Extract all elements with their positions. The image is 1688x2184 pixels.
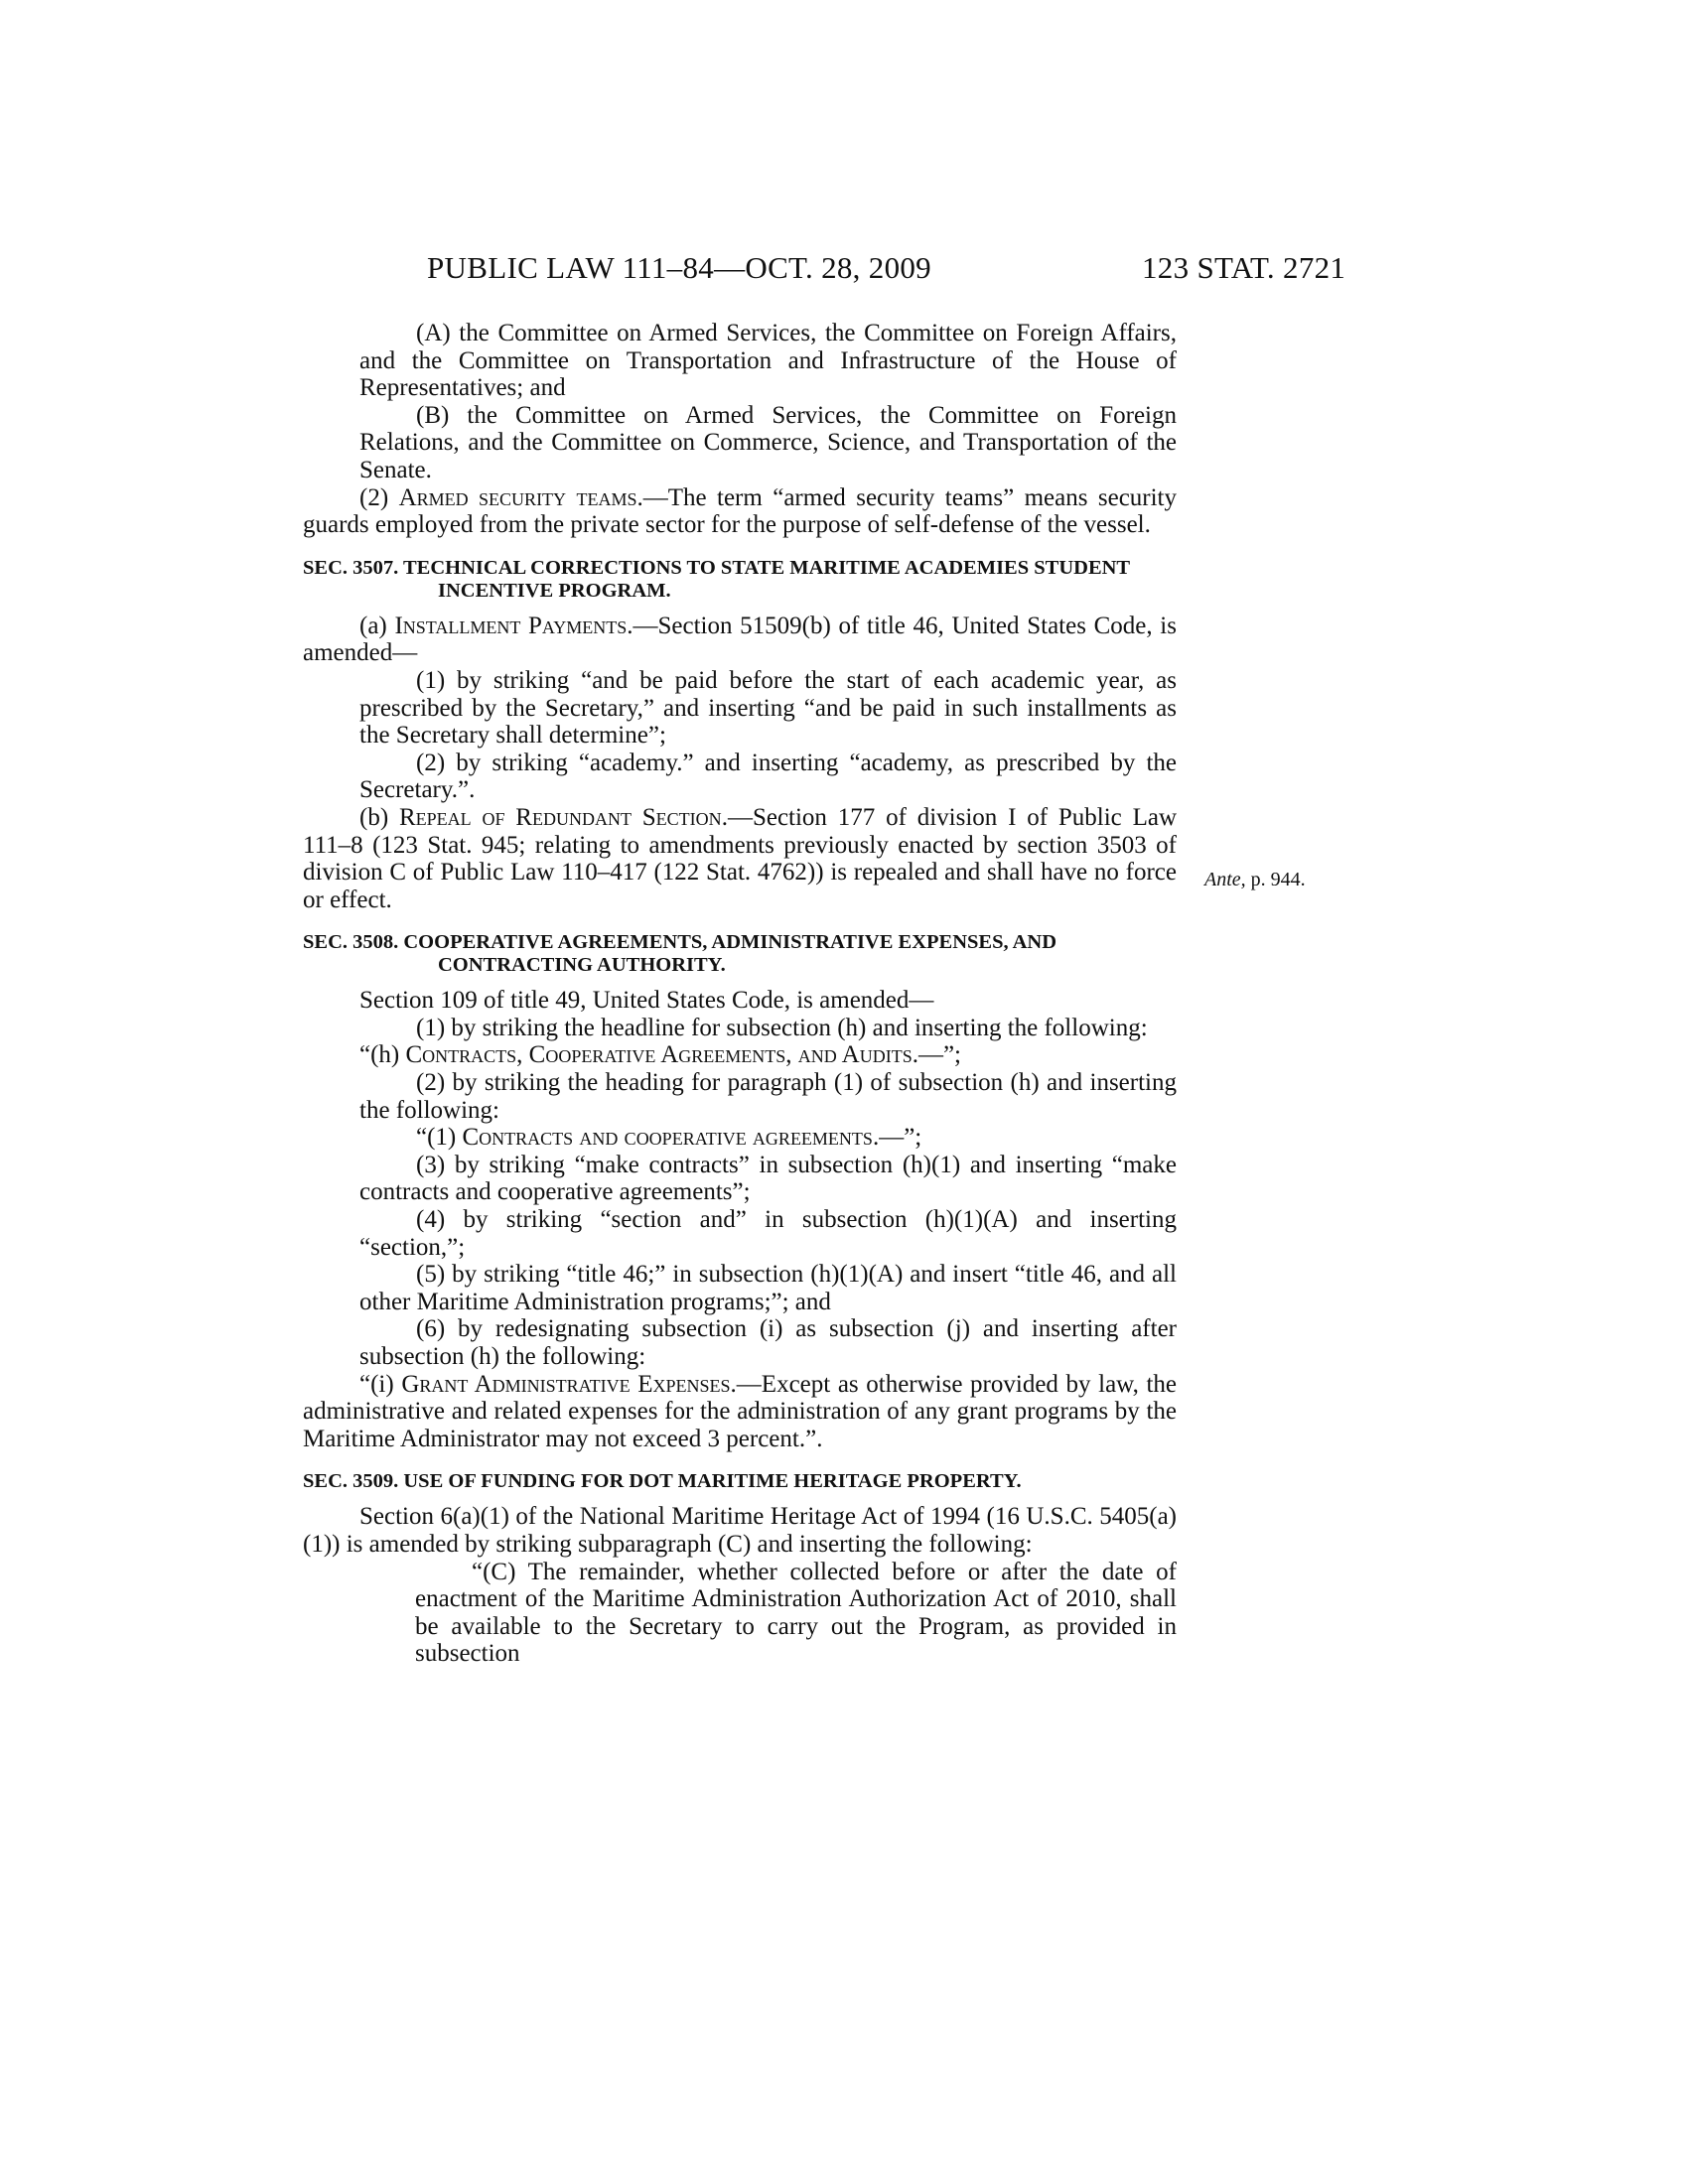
subsection-heading: Repeal of Redundant Section [398, 803, 722, 831]
quoted-subsection-h [303, 1041, 1177, 1069]
margin-note [1204, 869, 1306, 891]
paragraph-3507-a-1: (1) by striking “and be paid before the start of each academic year, as prescribed by the Secretary,” and inserting “and be paid in such installments as the Secretary shall determine”; [359, 666, 1177, 750]
paragraph-heading: Armed security teams [398, 483, 637, 511]
paragraph-3508-5: (5) by striking “title 46;” in subsection (h)(1)(A) and insert “title 46, and all other Maritime Administration programs;”; and [359, 1261, 1177, 1315]
quoted-subsection-i [303, 1371, 1177, 1453]
paragraph-3507-a-2: (2) by striking “academy.” and inserting “academy, as prescribed by the Secretary.”. [359, 749, 1177, 804]
section-3509-heading: SEC. 3509. USE OF FUNDING FOR DOT MARITIME HERITAGE PROPERTY. [303, 1470, 1022, 1493]
paragraph-a-committees: (A) the Committee on Armed Services, the Committee on Foreign Affairs, and the Committee on Transportation and Infrastructure of the House of Representatives; and [359, 320, 1177, 402]
quoted-text: .—”; [912, 1041, 961, 1069]
quoted-heading: Contracts, Cooperative Agreements, and Audits [405, 1041, 913, 1069]
quoted-text: .—”; [872, 1124, 922, 1152]
section-3508-intro: Section 109 of title 49, United States Code, is amended— [359, 987, 934, 1015]
running-header-page: 123 STAT. 2721 [1142, 250, 1346, 285]
subsection-number: (b) [359, 803, 399, 831]
quoted-number: “(h) [359, 1041, 406, 1069]
paragraph-3508-3: (3) by striking “make contracts” in subsection (h)(1) and inserting “make contracts and cooperative agreements”; [359, 1151, 1177, 1206]
quoted-heading: Contracts and cooperative agreements [462, 1124, 873, 1152]
paragraph-3508-2: (2) by striking the heading for paragraph (1) of subsection (h) and inserting the following: [359, 1069, 1177, 1124]
quoted-number: “(1) [416, 1124, 463, 1152]
section-3508-heading: SEC. 3508. COOPERATIVE AGREEMENTS, ADMINISTRATIVE EXPENSES, AND CONTRACTING AUTHORITY. [303, 931, 1057, 977]
margin-note-italic: Ante, [1204, 869, 1246, 890]
subsection-text: .—Section 177 of division I of Public Law 111–8 (123 Stat. 945; relating to amendments previously enacted by section 3503 of division C of Public Law 110–417 (122 Stat. 4762)) is repealed and shall have no force or effect. [303, 803, 1178, 913]
running-header-title: PUBLIC LAW 111–84—OCT. 28, 2009 [427, 250, 931, 285]
section-3507-heading: SEC. 3507. TECHNICAL CORRECTIONS TO STATE MARITIME ACADEMIES STUDENT INCENTIVE PROGRAM. [303, 556, 1130, 602]
paragraph-3508-1: (1) by striking the headline for subsection (h) and inserting the following: [416, 1014, 1148, 1041]
paragraph-3508-4: (4) by striking “section and” in subsection (h)(1)(A) and inserting “section,”; [359, 1206, 1177, 1261]
subsection-3507-b [303, 804, 1177, 913]
margin-note-rest: p. 944. [1245, 869, 1306, 890]
subsection-text: .—Section 51509(b) of title 46, United States Code, is amended— [303, 612, 1177, 667]
paragraph-text: .—The term “armed security teams” means security guards employed from the private sector for the purpose of self-defense of the vessel. [303, 483, 1178, 539]
paragraph-b-committees: (B) the Committee on Armed Services, the Committee on Foreign Relations, and the Committee on Commerce, Science, and Transportation of the Senate. [359, 401, 1177, 483]
paragraph-number: (2) [359, 483, 399, 511]
quoted-subparagraph-c: “(C) The remainder, whether collected before or after the date of enactment of the Maritime Administration Authorization Act of 2010, shall be available to the Secretary to carry out the Program, as provided in subsection [415, 1558, 1177, 1668]
subsection-heading: Installment Payments [394, 612, 628, 639]
section-3509-intro: Section 6(a)(1) of the National Maritime Heritage Act of 1994 (16 U.S.C. 5405(a)(1)) is amended by striking subparagraph (C) and inserting the following: [303, 1503, 1177, 1558]
document-body [303, 320, 1177, 1668]
quoted-text: .—Except as otherwise provided by law, the administrative and related expenses for the administration of any grant programs by the Maritime Administrator may not exceed 3 percent.”. [303, 1370, 1178, 1452]
subsection-3507-a [303, 613, 1177, 667]
quoted-paragraph-1 [303, 1124, 1177, 1152]
paragraph-3508-6: (6) by redesignating subsection (i) as subsection (j) and inserting after subsection (h) the following: [359, 1315, 1177, 1370]
subsection-number: (a) [359, 612, 395, 639]
paragraph-armed-security-teams [303, 484, 1177, 539]
quoted-heading: Grant Administrative Expenses [401, 1370, 731, 1398]
quoted-number: “(i) [359, 1370, 402, 1398]
